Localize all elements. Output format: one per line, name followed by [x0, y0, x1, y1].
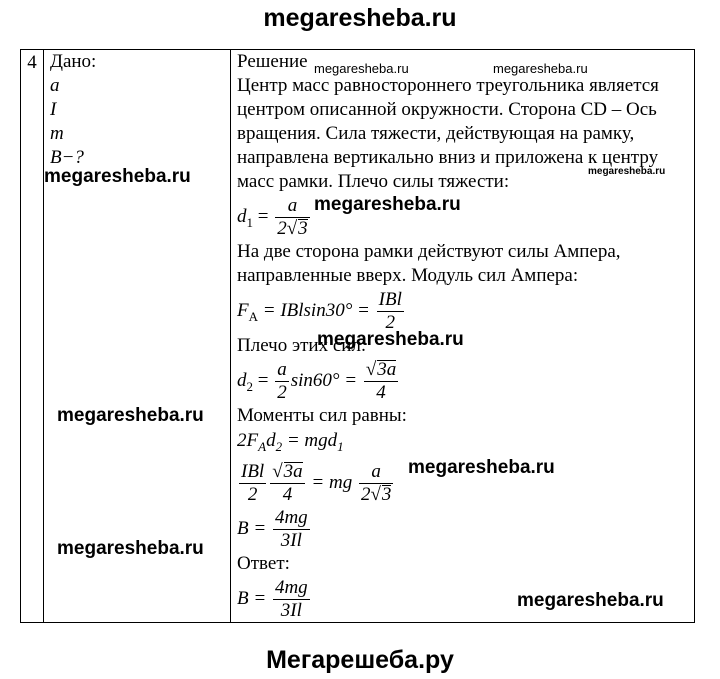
watermark: megaresheba.ru	[314, 194, 461, 215]
given-item: I	[50, 99, 57, 120]
formula-answer: B = $\frac{4mg}{3Il}$	[237, 576, 308, 621]
watermark: megaresheba.ru	[408, 457, 555, 478]
given-item: m	[50, 123, 64, 144]
watermark: megaresheba.ru	[314, 61, 409, 76]
watermark: megaresheba.ru	[44, 166, 191, 187]
formula-d2: $d_2$ = $\frac{a}{2}$ sin60° = $\frac{√3a}{4}$	[237, 359, 397, 404]
given-item: a	[50, 75, 60, 96]
solution-text: направлена вертикально вниз и приложена к центру	[237, 147, 659, 168]
answer-label: Ответ:	[237, 552, 290, 574]
given-item: B−?	[50, 147, 84, 168]
solution-text: Плечо этих сил:	[237, 335, 367, 356]
solution-text: центром описанной окружности. Сторона CD – Ось	[237, 99, 657, 120]
formula-balance: $\frac{\text{IBl}}{2}$ $\frac{√3a}{4}$ = mg $\frac{a}{2√3}$	[241, 460, 392, 505]
watermark: megaresheba.ru	[57, 405, 204, 426]
solution-text: масс рамки. Плечо силы тяжести:	[237, 171, 510, 192]
problem-number: 4	[21, 50, 44, 623]
solution-text: направленные вверх. Модуль сил Ампера:	[237, 265, 579, 286]
watermark: megaresheba.ru	[517, 590, 664, 611]
watermark: megaresheba.ru	[588, 166, 666, 177]
formula-b: B = $\frac{4mg}{3Il}$	[237, 506, 308, 551]
watermark-bottom: Мегарешеба.ру	[266, 646, 454, 674]
given-column	[44, 50, 231, 623]
given-label: Дано:	[50, 51, 97, 72]
solution-text: Центр масс равностороннего треугольника является	[237, 75, 659, 96]
watermark: megaresheba.ru	[57, 538, 204, 559]
solution-text: Моменты сил равны:	[237, 405, 407, 426]
watermark: megaresheba.ru	[317, 329, 464, 350]
formula-d1: $d_1$ = $\frac{a}{2√3}$	[237, 195, 308, 240]
formula-ampere: $F_A = IBlsin30^\circ$ = $\frac{\text{IBl}}{2}$	[237, 289, 402, 334]
watermark: megaresheba.ru	[493, 61, 588, 76]
solution-text: вращения. Сила тяжести, действующая на рамку,	[237, 123, 635, 144]
formula-moments: $2F_Ad_2 = mgd_1$	[237, 430, 344, 454]
solution-heading: Решение	[237, 51, 308, 72]
watermark-top: megaresheba.ru	[263, 4, 457, 32]
solution-text: На две сторона рамки действуют силы Ампера,	[237, 241, 621, 262]
